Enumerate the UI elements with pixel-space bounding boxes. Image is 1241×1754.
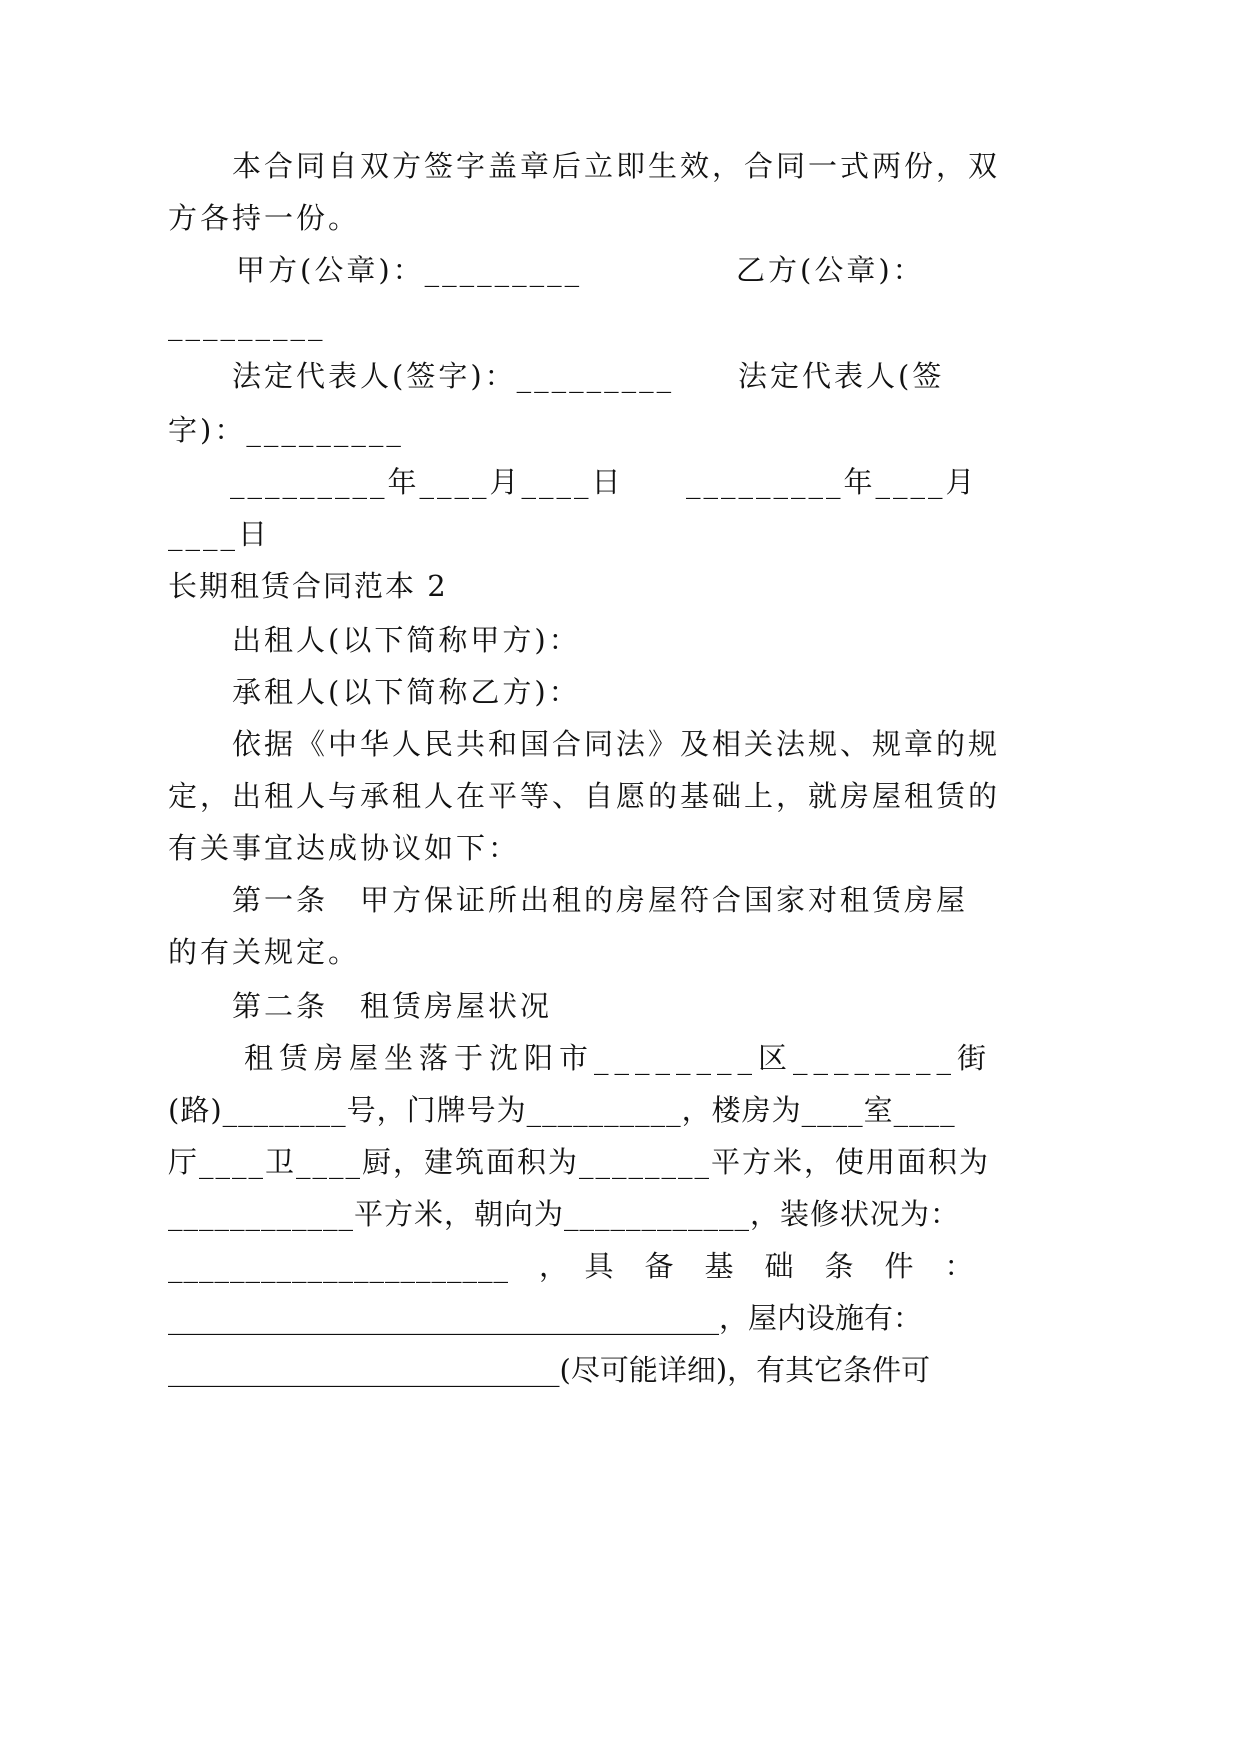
text-line: _________ — [168, 307, 326, 341]
text-line: (路)________号，门牌号为__________，楼房为____室____ — [168, 1093, 956, 1127]
text-line: 出租人(以下简称甲方)： — [232, 623, 581, 657]
party-a-seal-line: 甲方(公章)：_________ — [236, 253, 583, 287]
text-line: ___________________________(尽可能详细)，有其它条件可 — [168, 1353, 931, 1387]
text-line: 有关事宜达成协议如下： — [168, 831, 521, 865]
party-b-representative-line: 法定代表人(签 — [738, 359, 945, 393]
text-line: 定，出租人与承租人在平等、自愿的基础上，就房屋租赁的 — [168, 779, 1001, 813]
text-line: 厅____卫____厨，建筑面积为________平方米，使用面积为 — [168, 1145, 991, 1179]
party-b-date-line: _________年____月 — [686, 465, 978, 499]
text-line: 第一条 甲方保证所出租的房屋符合国家对租赁房屋 — [232, 883, 969, 917]
text-line: ____日 — [168, 517, 271, 551]
text-line: 承租人(以下简称乙方)： — [232, 675, 581, 709]
text-line: ______________________ ， 具 备 基 础 条 件 ： — [168, 1249, 975, 1283]
text-line: ____________平方米，朝向为____________，装修状况为： — [168, 1197, 961, 1231]
text-line: 依据《中华人民共和国合同法》及相关法规、规章的规 — [232, 727, 1001, 761]
text-line: ______________________________________，屋内设施有： — [168, 1301, 923, 1335]
party-a-representative-line: 法定代表人(签字)：_________ — [232, 359, 675, 393]
text-line: 本合同自双方签字盖章后立即生效，合同一式两份，双 — [232, 149, 1001, 183]
text-line: 的有关规定。 — [168, 935, 361, 969]
text-line: 租赁房屋坐落于沈阳市________区________街 — [244, 1041, 993, 1075]
party-a-date-line: _________年____月____日 — [230, 465, 624, 499]
party-b-seal-line: 乙方(公章)： — [736, 253, 925, 287]
section-title: 长期租赁合同范本 2 — [168, 569, 448, 603]
text-line: 字)：_________ — [168, 413, 404, 447]
text-line: 方各持一份。 — [168, 201, 361, 235]
text-line: 第二条 租赁房屋状况 — [232, 989, 553, 1023]
